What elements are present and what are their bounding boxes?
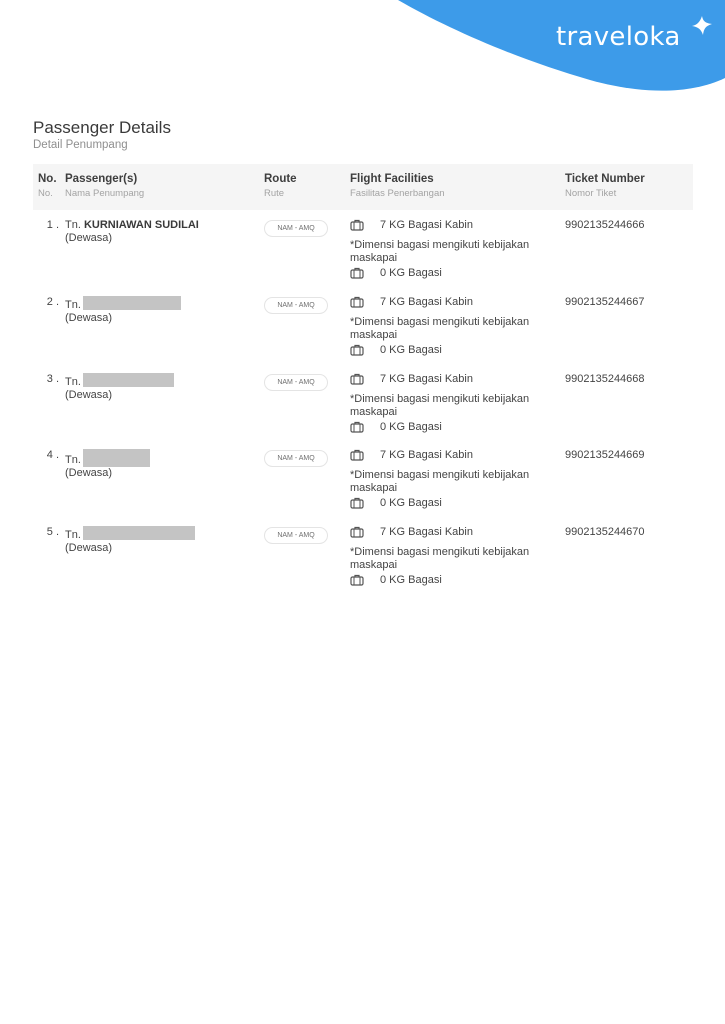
facilities-cell	[350, 295, 560, 357]
cabin-baggage	[350, 295, 560, 309]
route-badge: NAM - AMQ	[264, 450, 328, 467]
col-passenger-sublabel: Nama Penumpang	[65, 188, 145, 199]
passenger-name: KURNIAWAN SUDILAI	[83, 219, 199, 231]
redacted-name	[83, 373, 174, 387]
baggage-note: *Dimensi bagasi mengikuti kebijakan maskapai	[350, 546, 530, 571]
cabin-baggage	[350, 448, 560, 462]
passenger-title: Tn.	[65, 454, 81, 466]
passenger-title: Tn.	[65, 299, 81, 311]
luggage-icon	[350, 574, 364, 586]
checked-baggage-text: 0 KG Bagasi	[380, 267, 442, 279]
col-route	[264, 172, 297, 201]
luggage-icon	[350, 526, 364, 538]
row-number: 2 .	[46, 296, 59, 308]
row-number: 3 .	[46, 373, 59, 385]
passenger-title: Tn.	[65, 219, 81, 231]
cabin-baggage-text: 7 KG Bagasi Kabin	[380, 526, 473, 538]
checked-baggage-text: 0 KG Bagasi	[380, 344, 442, 356]
col-facilities-sublabel: Fasilitas Penerbangan	[350, 188, 445, 199]
baggage-note: *Dimensi bagasi mengikuti kebijakan maskapai	[350, 469, 530, 494]
passenger-title: Tn.	[65, 529, 81, 541]
passenger-type: (Dewasa)	[65, 467, 113, 479]
section-title: Passenger Details	[33, 118, 171, 137]
passenger-title: Tn.	[65, 376, 81, 388]
ticket-number: 9902135244669	[565, 449, 645, 461]
luggage-icon	[350, 449, 364, 461]
checked-baggage	[350, 420, 560, 434]
checked-baggage-text: 0 KG Bagasi	[380, 574, 442, 586]
row-number: 1 .	[46, 219, 59, 231]
route-badge: NAM - AMQ	[264, 220, 328, 237]
table-row	[33, 290, 693, 366]
col-passenger-label: Passenger(s)	[65, 173, 138, 185]
baggage-note: *Dimensi bagasi mengikuti kebijakan maskapai	[350, 393, 530, 418]
col-route-label: Route	[264, 173, 297, 185]
redacted-name	[83, 296, 181, 310]
luggage-icon	[350, 344, 364, 356]
table-row	[33, 367, 693, 443]
luggage-icon	[350, 219, 364, 231]
table-row	[33, 213, 693, 289]
table-row	[33, 520, 693, 596]
col-passenger	[65, 172, 144, 201]
col-ticket	[565, 172, 645, 201]
col-route-sublabel: Rute	[264, 188, 285, 199]
col-no	[38, 172, 57, 201]
passenger-type: (Dewasa)	[65, 542, 113, 554]
passenger-type: (Dewasa)	[65, 389, 113, 401]
luggage-icon	[350, 373, 364, 385]
col-no-label: No.	[38, 173, 57, 185]
redacted-name	[83, 526, 195, 540]
route-badge: NAM - AMQ	[264, 527, 328, 544]
bird-logo-icon	[690, 14, 714, 36]
passenger-cell	[65, 296, 181, 325]
facilities-cell	[350, 525, 560, 587]
baggage-note: *Dimensi bagasi mengikuti kebijakan maskapai	[350, 316, 530, 341]
route-badge: NAM - AMQ	[264, 297, 328, 314]
ticket-number: 9902135244668	[565, 373, 645, 385]
cabin-baggage	[350, 218, 560, 232]
route-badge: NAM - AMQ	[264, 374, 328, 391]
cabin-baggage-text: 7 KG Bagasi Kabin	[380, 449, 473, 461]
row-number: 4 .	[46, 449, 59, 461]
passenger-cell	[65, 449, 150, 480]
checked-baggage	[350, 343, 560, 357]
ticket-number: 9902135244667	[565, 296, 645, 308]
col-ticket-label: Ticket Number	[565, 173, 645, 185]
checked-baggage	[350, 496, 560, 510]
facilities-cell	[350, 218, 560, 280]
luggage-icon	[350, 267, 364, 279]
cabin-baggage-text: 7 KG Bagasi Kabin	[380, 373, 473, 385]
luggage-icon	[350, 296, 364, 308]
table-header	[33, 164, 693, 210]
table-row	[33, 443, 693, 519]
col-facilities	[350, 172, 445, 201]
redacted-name	[83, 449, 150, 467]
facilities-cell	[350, 448, 560, 510]
col-facilities-label: Flight Facilities	[350, 173, 434, 185]
col-ticket-sublabel: Nomor Tiket	[565, 188, 617, 199]
facilities-cell	[350, 372, 560, 434]
checked-baggage	[350, 573, 560, 587]
passenger-type: (Dewasa)	[65, 312, 113, 324]
checked-baggage-text: 0 KG Bagasi	[380, 421, 442, 433]
cabin-baggage-text: 7 KG Bagasi Kabin	[380, 296, 473, 308]
ticket-number: 9902135244666	[565, 219, 645, 231]
baggage-note: *Dimensi bagasi mengikuti kebijakan maskapai	[350, 239, 530, 264]
checked-baggage	[350, 266, 560, 280]
cabin-baggage	[350, 525, 560, 539]
passenger-type: (Dewasa)	[65, 232, 113, 244]
passenger-cell	[65, 526, 195, 555]
col-no-sublabel: No.	[38, 188, 53, 199]
cabin-baggage	[350, 372, 560, 386]
ticket-number: 9902135244670	[565, 526, 645, 538]
row-number: 5 .	[46, 526, 59, 538]
passenger-cell	[65, 219, 199, 245]
checked-baggage-text: 0 KG Bagasi	[380, 497, 442, 509]
luggage-icon	[350, 421, 364, 433]
section-subtitle: Detail Penumpang	[33, 139, 128, 151]
brand-logo[interactable]: traveloka	[556, 22, 681, 52]
luggage-icon	[350, 497, 364, 509]
cabin-baggage-text: 7 KG Bagasi Kabin	[380, 219, 473, 231]
passenger-cell	[65, 373, 174, 402]
